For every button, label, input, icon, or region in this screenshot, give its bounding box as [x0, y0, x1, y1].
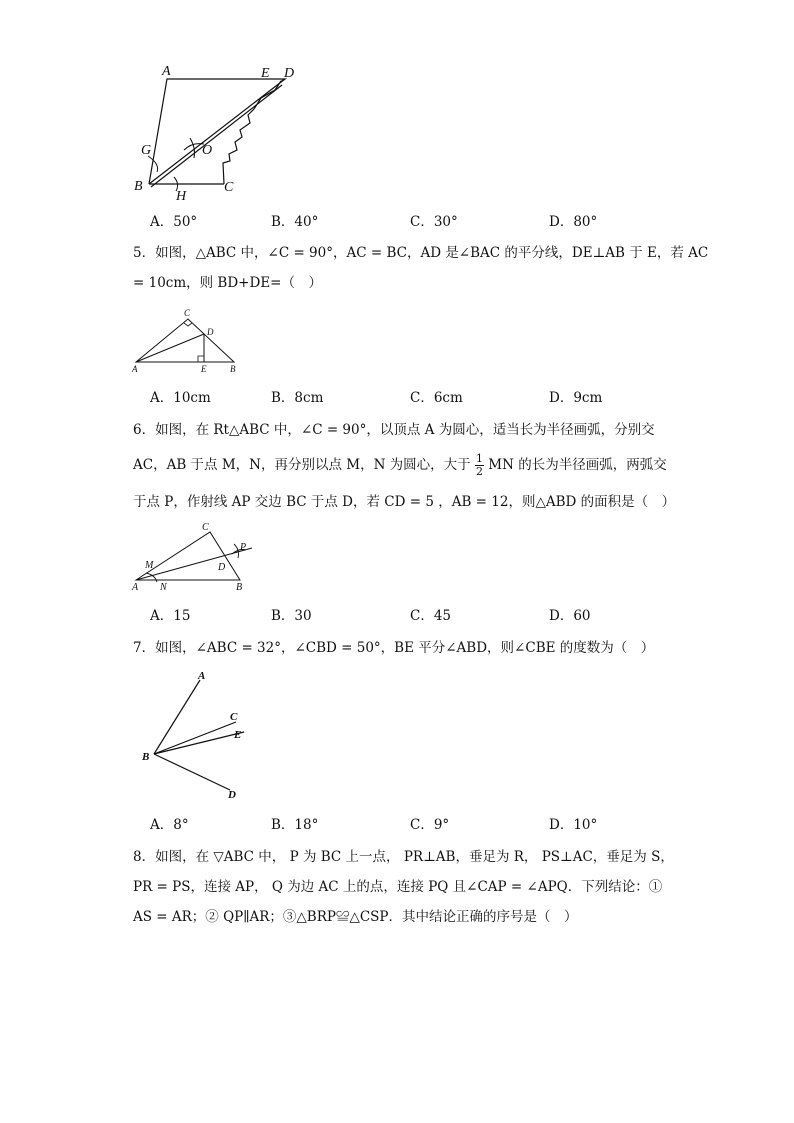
fig5-label-e: E: [201, 364, 207, 374]
fig7-ray-be: [154, 732, 244, 754]
q8-text-line1: 8．如图，在 ▽ABC 中， P 为 BC 上一点， PR⊥AB，垂足为 R， PS⊥AC，垂足为 S，: [133, 849, 674, 865]
fig7-ray-ba: [154, 680, 200, 754]
figure-q4: [130, 60, 310, 205]
fig6-label-n: N: [160, 582, 167, 593]
q4-option-a[interactable]: A．50°: [150, 214, 198, 230]
fig4-label-c: C: [224, 180, 234, 195]
fig5-label-c: C: [184, 308, 191, 318]
q7-option-b[interactable]: B．18°: [271, 817, 319, 833]
q4-option-b[interactable]: B．40°: [271, 214, 319, 230]
fig7-label-e: E: [234, 729, 242, 741]
figure-q5: [130, 306, 250, 376]
fig5-right-angle-c: [184, 323, 192, 326]
fig5-label-a: A: [132, 364, 138, 374]
fig4-torn-edge: [223, 81, 281, 184]
q5-option-c[interactable]: C．6cm: [410, 390, 463, 406]
q7-option-d[interactable]: D．10°: [549, 817, 598, 833]
q6-option-c[interactable]: C．45: [410, 608, 452, 624]
fig4-label-e: E: [261, 66, 270, 81]
fig6-label-b: B: [236, 582, 243, 593]
fig4-label-h: H: [176, 189, 187, 204]
fig7-label-a: A: [198, 670, 206, 682]
q7-option-a[interactable]: A．8°: [150, 817, 189, 833]
q6-option-a[interactable]: A．15: [150, 608, 191, 624]
fig4-label-g: G: [141, 143, 152, 158]
q6-fraction-numerator: 1: [475, 452, 483, 465]
figure-q6: [128, 520, 258, 596]
q6-text-line1: 6．如图，在 Rt△ABC 中，∠C = 90°，以顶点 A 为圆心，适当长为半径画弧，分别交: [133, 422, 655, 438]
q6-text-line2-part1: AC，AB 于点 M，N，再分别以点 M，N 为圆心，大于: [133, 457, 471, 473]
fig4-label-a: A: [162, 64, 171, 79]
fig4-label-o: O: [202, 143, 213, 158]
fig6-label-p: P: [240, 542, 247, 553]
q5-text-line2: = 10cm，则 BD+DE=（ ）: [133, 275, 322, 291]
q5-option-b[interactable]: B．8cm: [271, 390, 324, 406]
fig7-ray-bc: [154, 722, 236, 754]
q6-text-line3: 于点 P，作射线 AP 交边 BC 于点 D，若 CD = 5 ，AB = 12，则△ABD 的面积是（ ）: [133, 494, 676, 510]
fig4-label-d: D: [284, 66, 295, 81]
q4-option-c[interactable]: C．30°: [410, 214, 458, 230]
q4-option-d[interactable]: D．80°: [549, 214, 598, 230]
q6-fraction-denominator: 2: [475, 465, 483, 478]
fig6-label-d: D: [218, 562, 226, 573]
q5-option-d[interactable]: D．9cm: [549, 390, 603, 406]
fig7-label-b: B: [142, 751, 150, 763]
q5-option-a[interactable]: A．10cm: [150, 390, 211, 406]
q6-fraction: [475, 453, 484, 478]
q8-text-line2: PR = PS，连接 AP， Q 为边 AC 上的点，连接 PQ 且∠CAP = ∠APQ．下列结论：①: [133, 879, 663, 895]
fig4-label-b: B: [134, 179, 143, 194]
q5-text-line1: 5．如图，△ABC 中，∠C = 90°，AC = BC，AD 是∠BAC 的平分线，DE⊥AB 于 E，若 AC: [133, 245, 709, 261]
fig6-label-a: A: [132, 582, 139, 593]
figure-q7: [138, 668, 258, 808]
q7-text-line1: 7．如图，∠ABC = 32°，∠CBD = 50°，BE 平分∠ABD，则∠CBE 的度数为（ ）: [133, 640, 655, 656]
fig7-label-d: D: [228, 789, 236, 801]
fig6-ray-ap: [136, 548, 252, 580]
fig7-label-c: C: [230, 711, 238, 723]
q6-option-b[interactable]: B．30: [271, 608, 312, 624]
fig5-right-angle-e: [198, 356, 204, 362]
fig5-label-d: D: [207, 327, 214, 337]
fig6-label-m: M: [145, 560, 154, 571]
q7-option-c[interactable]: C．9°: [410, 817, 450, 833]
fig5-line-ad: [136, 334, 204, 362]
q6-text-line2-part2: MN 的长为半径画弧，两弧交: [488, 457, 667, 473]
q6-text-line2: [133, 450, 667, 480]
q8-text-line3: AS = AR；② QP∥AR；③△BRP≌△CSP．其中结论正确的序号是（ ）: [133, 909, 578, 925]
fig5-label-b: B: [230, 364, 236, 374]
fig6-label-c: C: [202, 522, 209, 533]
fig7-ray-bd: [154, 754, 230, 790]
fig4-line-bd: [149, 79, 285, 184]
q6-option-d[interactable]: D．60: [549, 608, 591, 624]
